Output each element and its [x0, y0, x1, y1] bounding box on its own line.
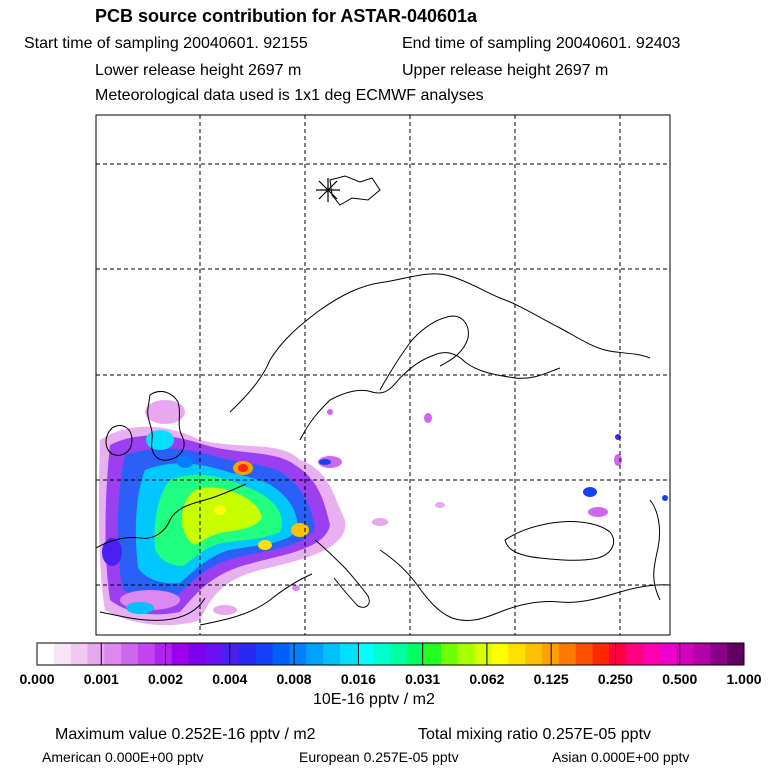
- color-scale-major-ticks: [37, 643, 744, 665]
- lower-release-height: Lower release height 2697 m: [95, 62, 302, 79]
- color-scale-cell: [407, 643, 424, 665]
- color-scale-cell: [441, 643, 458, 665]
- color-scale-cell: [559, 643, 576, 665]
- color-scale-cells: [37, 643, 745, 665]
- color-scale-cell: [727, 643, 744, 665]
- upper-release-height: Upper release height 2697 m: [402, 62, 609, 79]
- color-scale-cell: [626, 643, 643, 665]
- color-scale-cell: [138, 643, 155, 665]
- color-scale-tick-label: 0.250: [597, 671, 633, 687]
- color-scale-cell: [121, 643, 138, 665]
- legend-unit: 10E-16 pptv / m2: [313, 691, 435, 708]
- total-mixing-ratio: Total mixing ratio 0.257E-05 pptv: [418, 726, 652, 743]
- color-scale-cell: [660, 643, 677, 665]
- european-contribution: European 0.257E-05 pptv: [299, 749, 459, 765]
- asian-contribution: Asian 0.000E+00 pptv: [552, 749, 690, 765]
- color-scale-cell: [172, 643, 189, 665]
- color-scale-cell: [492, 643, 509, 665]
- color-scale-frame: [37, 643, 744, 665]
- american-contribution: American 0.000E+00 pptv: [42, 749, 204, 765]
- color-scale-cell: [290, 643, 307, 665]
- max-value: Maximum value 0.252E-16 pptv / m2: [55, 726, 316, 743]
- start-time: Start time of sampling 20040601. 92155: [24, 35, 308, 52]
- color-scale-tick-label: 0.125: [533, 671, 569, 687]
- color-scale-cell: [593, 643, 610, 665]
- color-scale-tick-label: 0.000: [19, 671, 55, 687]
- color-scale-cell: [391, 643, 408, 665]
- color-scale-cell: [542, 643, 559, 665]
- color-scale-tick-label: 0.008: [276, 671, 312, 687]
- color-scale-cell: [424, 643, 441, 665]
- color-scale-cell: [340, 643, 357, 665]
- color-scale-cell: [374, 643, 391, 665]
- color-scale-cell: [475, 643, 492, 665]
- color-scale-cell: [54, 643, 71, 665]
- page-title: PCB source contribution for ASTAR-040601a: [95, 6, 478, 26]
- color-scale-cell: [694, 643, 711, 665]
- color-scale-tick-label: 0.002: [148, 671, 184, 687]
- color-scale-cell: [37, 643, 54, 665]
- color-scale-cell: [205, 643, 222, 665]
- end-time: End time of sampling 20040601. 92403: [402, 35, 681, 52]
- color-scale-cell: [576, 643, 593, 665]
- release-point-marker: [316, 178, 340, 202]
- color-scale-cell: [273, 643, 290, 665]
- color-scale-cell: [710, 643, 727, 665]
- color-scale-tick-label: 0.062: [469, 671, 505, 687]
- color-scale-tick-label: 0.031: [405, 671, 441, 687]
- color-scale-cell: [104, 643, 121, 665]
- color-scale-cell: [88, 643, 105, 665]
- color-scale-cell: [155, 643, 172, 665]
- color-scale-cell: [306, 643, 323, 665]
- color-scale-cell: [323, 643, 340, 665]
- color-scale-cell: [189, 643, 206, 665]
- color-scale-cell: [357, 643, 374, 665]
- color-scale-tick-label: 1.000: [726, 671, 762, 687]
- color-scale-cell: [256, 643, 273, 665]
- color-scale-cell: [508, 643, 525, 665]
- color-scale-cell: [458, 643, 475, 665]
- color-scale-cell: [222, 643, 239, 665]
- met-data-note: Meteorological data used is 1x1 deg ECMWF analyses: [95, 87, 484, 104]
- color-scale-cell: [525, 643, 542, 665]
- color-scale-cell: [643, 643, 660, 665]
- color-scale-cell: [71, 643, 88, 665]
- color-scale-cell: [609, 643, 626, 665]
- color-scale-tick-label: 0.016: [340, 671, 376, 687]
- color-scale-cell: [239, 643, 256, 665]
- color-scale-tick-label: 0.001: [83, 671, 119, 687]
- color-scale-tick-label: 0.004: [212, 671, 248, 687]
- color-scale-cell: [677, 643, 694, 665]
- color-scale-tick-label: 0.500: [662, 671, 698, 687]
